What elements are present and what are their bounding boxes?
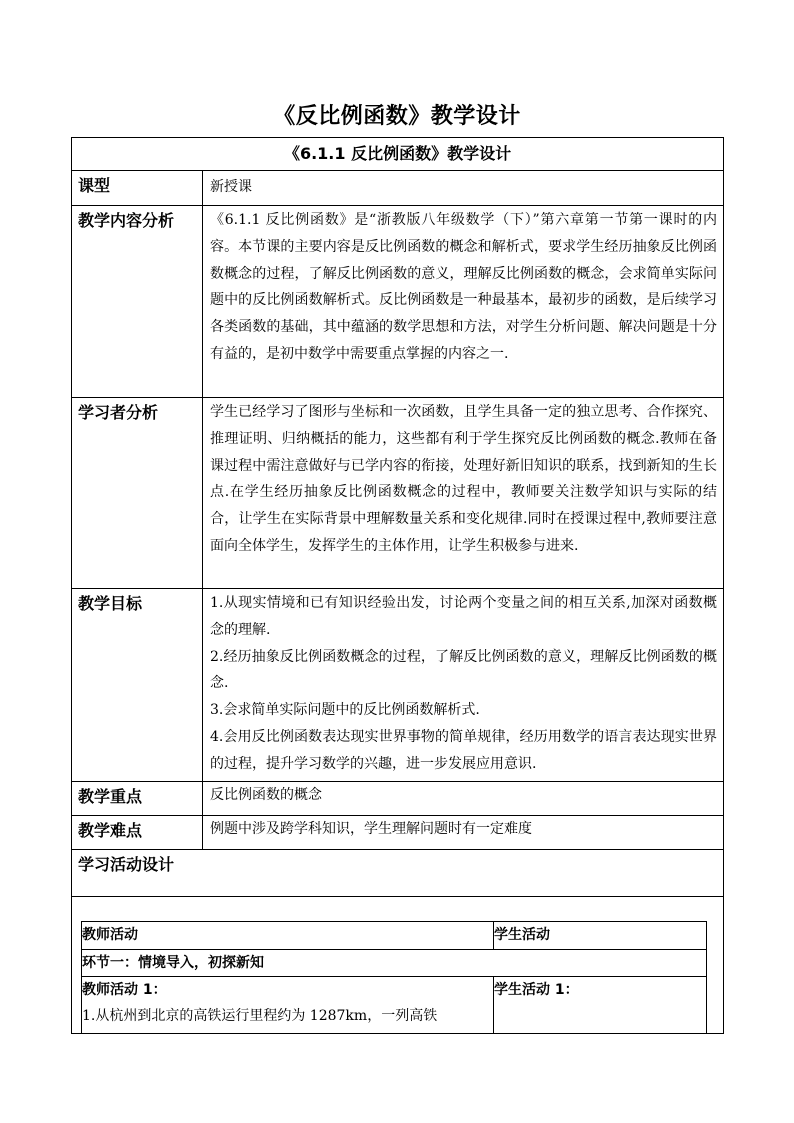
objectives-list: [203, 589, 724, 782]
content-analysis-text: 《6.1.1 反比例函数》是“浙教版八年级数学（下）”第六章第一节第一课时的内容。本节课的主要内容是反比例函数的概念和解析式，要求学生经历抽象反比例函数概念的过程，了解反比例函数的意义，理解反比例函数的概念，会求简单实际问题中的反比例函数解析式。反比例函数是一种最基本，最初步的函数，是后续学习各类函数的基础，其中蕴涵的数学思想和方法，对学生分析问题、解决问题是十分有益的，是初中数学中需要重点掌握的内容之一.: [203, 206, 724, 398]
teacher-activity-title: 教师活动 1：: [82, 982, 167, 998]
teacher-activity-cell: [82, 977, 494, 1034]
content-analysis-label: 教学内容分析: [72, 206, 203, 398]
section-title: 环节一：情境导入，初探新知: [82, 950, 707, 977]
learner-analysis-row: [72, 398, 724, 589]
activity-header-row: [82, 922, 707, 950]
activity-table-row: [72, 897, 724, 1034]
course-type-label: 课型: [72, 171, 203, 206]
difficulty-value: 例题中涉及跨学科知识，学生理解问题时有一定难度: [203, 816, 724, 850]
learner-analysis-label: 学习者分析: [72, 398, 203, 589]
key-point-value: 反比例函数的概念: [203, 782, 724, 816]
student-activity-cell: [494, 977, 707, 1034]
section-row: [82, 950, 707, 977]
objective-item: 3.会求简单实际问题中的反比例函数解析式.: [210, 702, 480, 719]
teacher-activity-text: 1.从杭州到北京的高铁运行里程约为 1287km，一列高铁: [82, 1008, 438, 1024]
activity-table-holder: [72, 897, 724, 1034]
objective-item: 1.从现实情境和已有知识经验出发，讨论两个变量之间的相互关系,加深对函数概念的理解.: [210, 595, 718, 638]
document-title: 《反比例函数》教学设计: [273, 104, 521, 129]
activity-row: [82, 977, 707, 1034]
activity-table: [81, 921, 707, 1033]
key-point-row: [72, 782, 724, 816]
table-header-row: [72, 138, 724, 171]
student-activity-title: 学生活动 1：: [494, 982, 579, 998]
student-activity-header: 学生活动: [494, 922, 707, 950]
teacher-activity-header: 教师活动: [82, 922, 494, 950]
key-point-label: 教学重点: [72, 782, 203, 816]
content-analysis-row: [72, 206, 724, 398]
objective-item: 4.会用反比例函数表达现实世界事物的简单规律，经历用数学的语言表达现实世界的过程，提升学习数学的兴趣，进一步发展应用意识.: [210, 728, 718, 772]
activity-design-label: 学习活动设计: [72, 850, 724, 897]
objective-item: 2.经历抽象反比例函数概念的过程，了解反比例函数的意义，理解反比例函数的概念.: [210, 648, 718, 692]
course-type-value: 新授课: [203, 171, 724, 206]
learner-analysis-text: 学生已经学习了图形与坐标和一次函数，且学生具备一定的独立思考、合作探究、推理证明、归纳概括的能力，这些都有利于学生探究反比例函数的概念.教师在备课过程中需注意做好与已学内容的衔接，处理好新旧知识的联系，找到新知的生长点.在学生经历抽象反比例函数概念的过程中，教师要关注数学知识与实际的结合，让学生在实际背景中理解数量关系和变化规律.同时在授课过程中,教师要注意面向全体学生，发挥学生的主体作用，让学生积极参与进来.: [203, 398, 724, 589]
course-type-row: [72, 171, 724, 206]
lesson-plan-table: [71, 137, 724, 1034]
difficulty-row: [72, 816, 724, 850]
objectives-row: [72, 589, 724, 782]
objectives-label: 教学目标: [72, 589, 203, 782]
difficulty-label: 教学难点: [72, 816, 203, 850]
activity-design-row: [72, 850, 724, 897]
table-header: 《6.1.1 反比例函数》教学设计: [72, 138, 724, 171]
